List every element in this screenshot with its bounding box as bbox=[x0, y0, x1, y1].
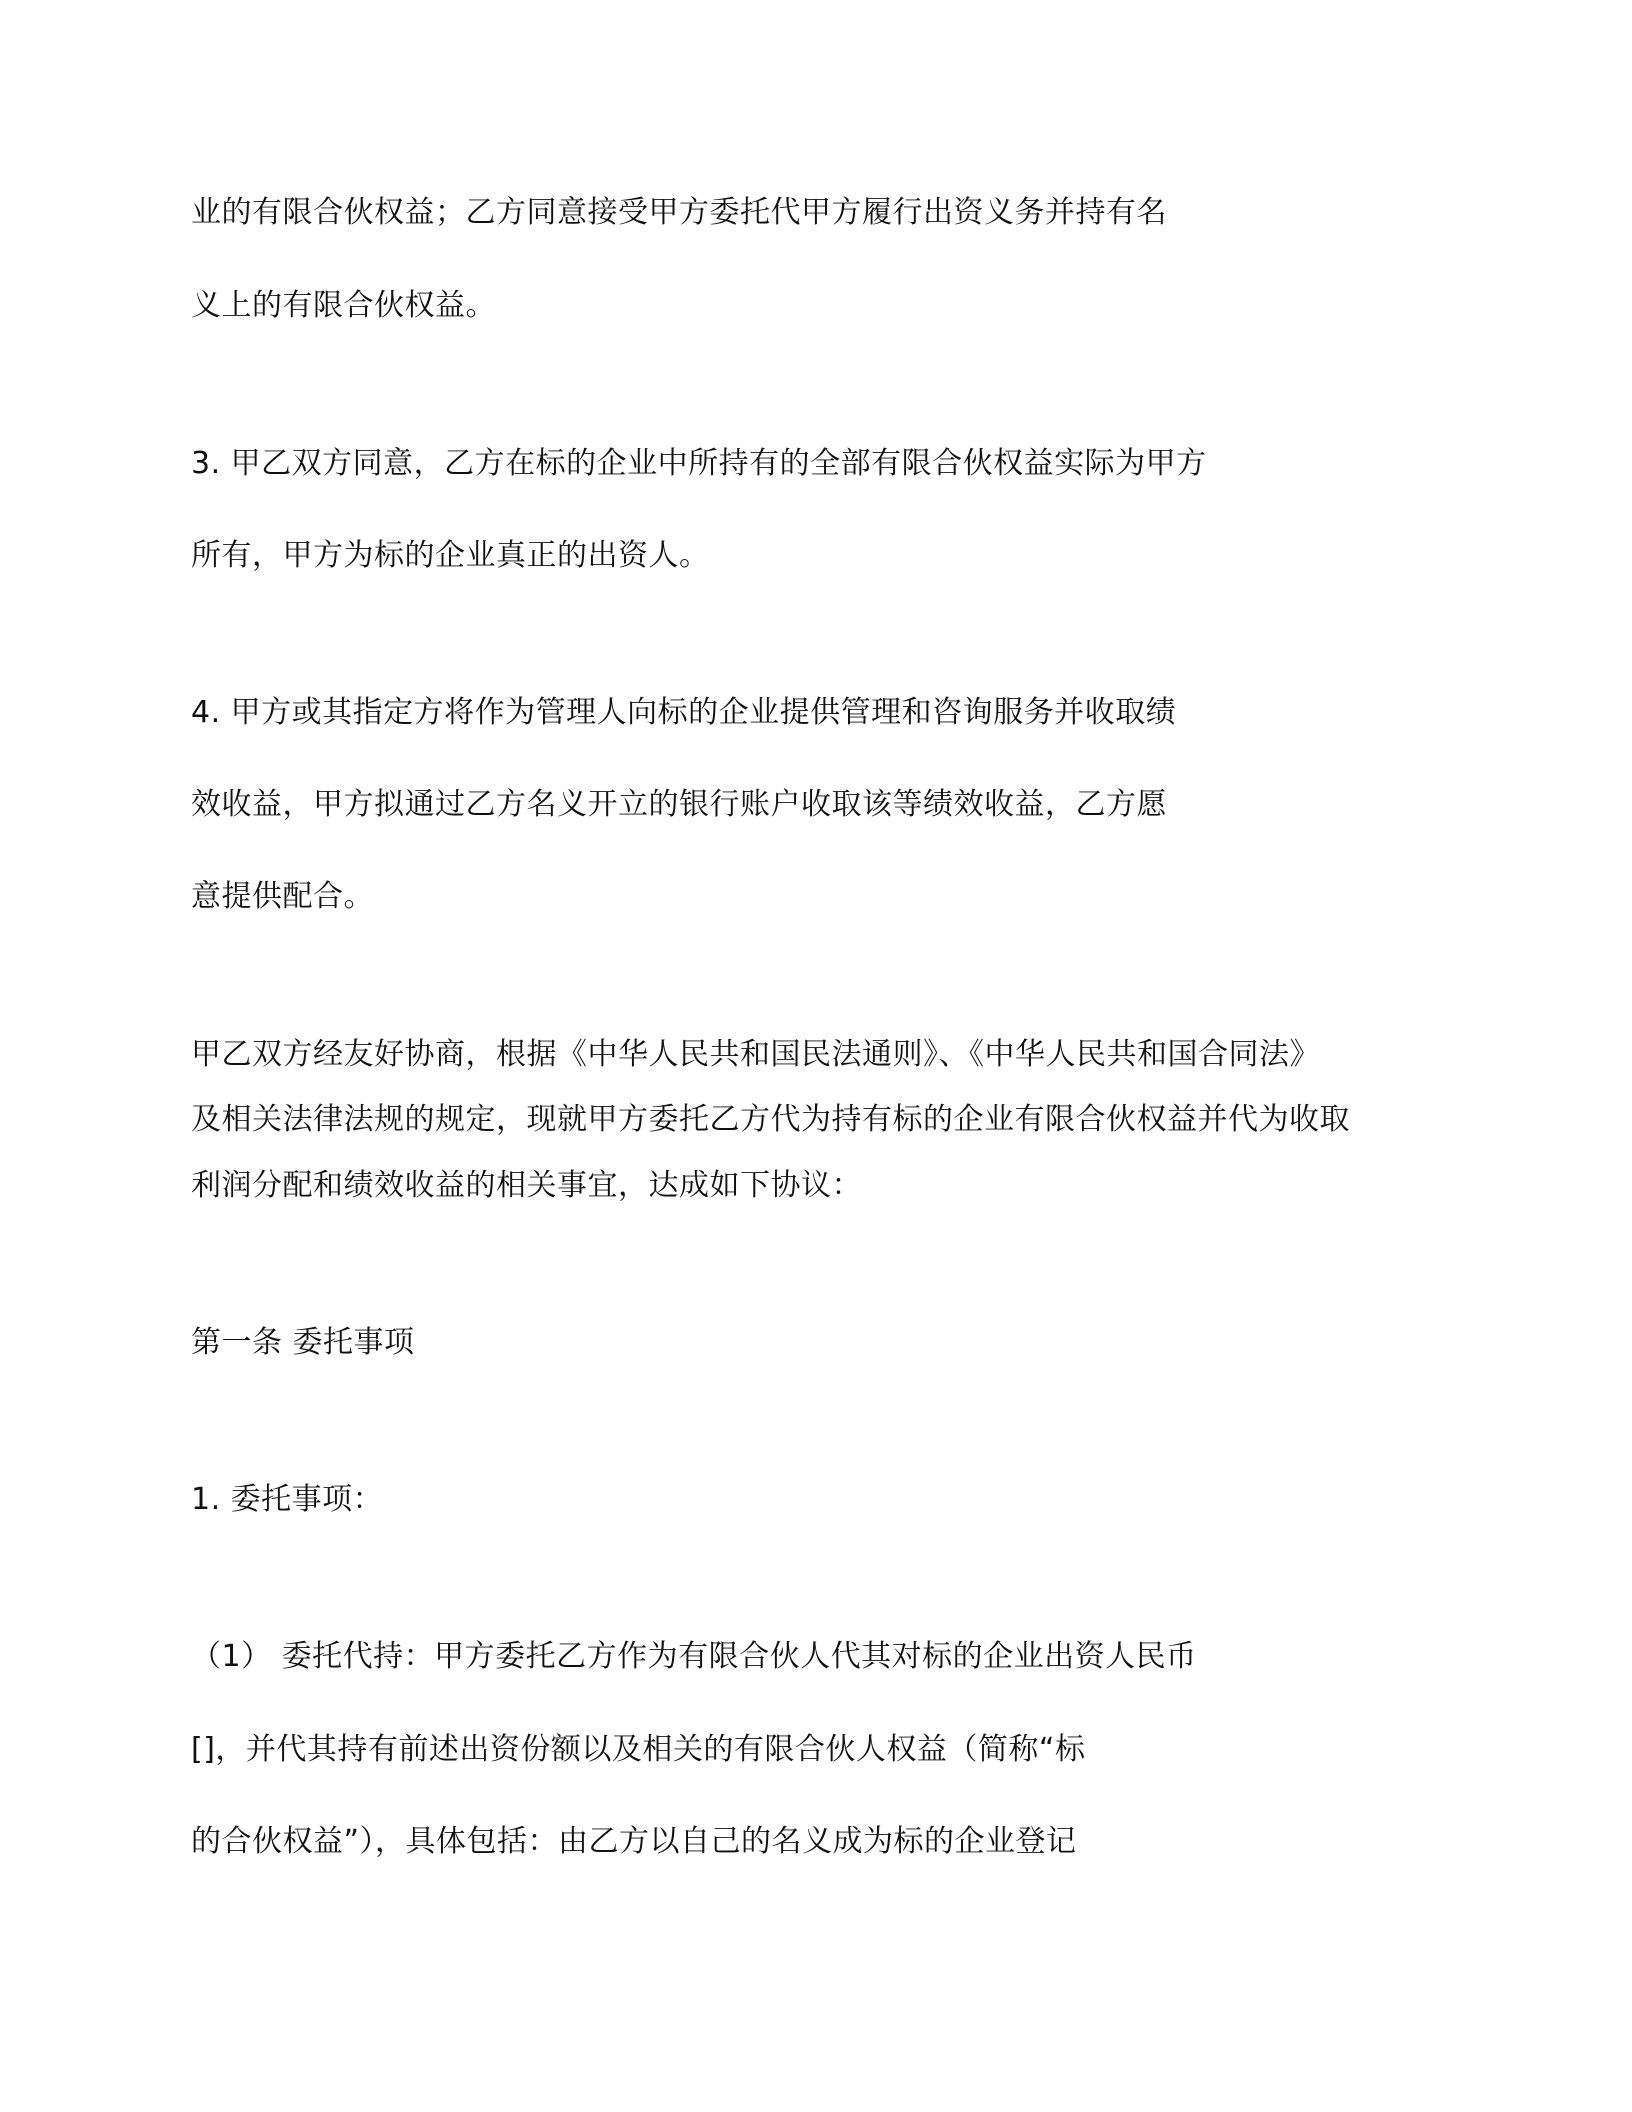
numbered-clause: 3. 甲乙双方同意，乙方在标的企业中所持有的全部有限合伙权益实际为甲方 bbox=[191, 446, 1207, 481]
body-text-line: 所有，甲方为标的企业真正的出资人。 bbox=[191, 538, 710, 573]
preamble-paragraph-line: 利润分配和绩效收益的相关事宜，达成如下协议： bbox=[191, 1168, 862, 1203]
body-text-line: 的合伙权益”），具体包括：由乙方以自己的名义成为标的企业登记 bbox=[191, 1824, 1077, 1859]
body-text-line: 义上的有限合伙权益。 bbox=[191, 288, 496, 323]
preamble-paragraph-line: 及相关法律法规的规定，现就甲方委托乙方代为持有标的企业有限合伙权益并代为收取 bbox=[191, 1102, 1350, 1137]
sub-clause: （1） 委托代持：甲方委托乙方作为有限合伙人代其对标的企业出资人民币 bbox=[191, 1639, 1197, 1674]
clause-heading: 1. 委托事项： bbox=[191, 1482, 384, 1517]
preamble-paragraph-line: 甲乙双方经友好协商，根据《中华人民共和国民法通则》、《中华人民共和国合同法》 bbox=[191, 1037, 1320, 1072]
article-heading: 第一条 委托事项 bbox=[191, 1325, 415, 1360]
body-text-line: 业的有限合伙权益；乙方同意接受甲方委托代甲方履行出资义务并持有名 bbox=[191, 195, 1167, 230]
body-text-line: 效收益，甲方拟通过乙方名义开立的银行账户收取该等绩效收益，乙方愿 bbox=[191, 787, 1167, 822]
numbered-clause: 4. 甲方或其指定方将作为管理人向标的企业提供管理和咨询服务并收取绩 bbox=[191, 695, 1177, 730]
body-text-line: 意提供配合。 bbox=[191, 879, 374, 914]
body-text-line: []，并代其持有前述出资份额以及相关的有限合伙人权益（简称“标 bbox=[191, 1732, 1086, 1767]
